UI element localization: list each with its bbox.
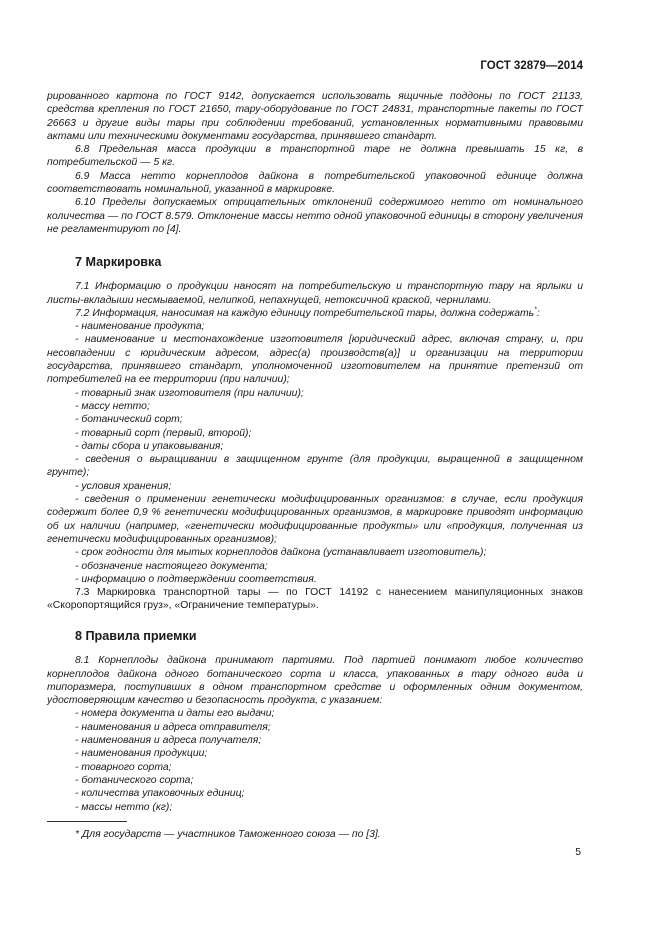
- acceptance-item: - массы нетто (кг);: [75, 801, 173, 813]
- acceptance-item: - наименования и адреса отправителя;: [75, 721, 271, 733]
- footnote-mark: *: [534, 306, 537, 314]
- standard-designation: ГОСТ 32879—2014: [480, 60, 583, 72]
- marking-item: - сведения о применении генетически модифицированных организмов: в случае, если продукция содержит более 0,9 % генетически модифицированных организмов, в маркировке приводят информацию об их наличии (например, «генетически модифицированные продукты» или «продукция, полученная из генетически модифицированных организмов);: [47, 494, 583, 545]
- paragraph-7-3: 7.3 Маркировка транспортной тары — по ГОСТ 14192 с нанесением манипуляционных знаков «Скоропортящийся груз», «Ограничение температуры».: [47, 587, 583, 612]
- section-7-heading: 7 Маркировка: [75, 255, 162, 269]
- acceptance-item: - номера документа и даты его выдачи;: [75, 708, 275, 720]
- paragraph-7-1: 7.1 Информацию о продукции наносят на потребительскую и транспортную тару на ярлыки и листы-вкладыши несмываемой, нелипкой, непахнущей, нетоксичной краской, чернилами.: [47, 281, 583, 306]
- acceptance-item: - количества упаковочных единиц;: [75, 788, 245, 800]
- marking-item: - обозначение настоящего документа;: [75, 560, 268, 572]
- marking-item: - товарный знак изготовителя (при наличии);: [75, 387, 304, 399]
- acceptance-item: - ботанического сорта;: [75, 774, 194, 786]
- paragraph-7-2-colon: :: [536, 307, 540, 319]
- marking-item: - наименование и местонахождение изготовителя [юридический адрес, включая страну, и, при несовпадении с юридическим адресом, адрес(а) производств(а)] и организации на территории государства, принявшего стандарт, уполномоченной изготовителем на принятие претензий от потребителей на ее территории (при наличии);: [47, 334, 583, 386]
- marking-item: - срок годности для мытых корнеплодов дайкона (устанавливает изготовитель);: [75, 547, 487, 559]
- acceptance-item: - наименования и адреса получателя;: [75, 735, 262, 747]
- marking-item: - сведения о выращивании в защищенном грунте (для продукции, выращенной в защищенном грунте);: [47, 454, 583, 479]
- marking-item: - наименование продукта;: [75, 321, 205, 333]
- section-8: [47, 630, 583, 814]
- marking-item: - условия хранения;: [75, 480, 172, 492]
- section-7: [47, 256, 583, 613]
- footnote-divider: [47, 821, 127, 822]
- paragraph-6-8: 6.8 Предельная масса продукции в транспортной таре не должна превышать 15 кг, в потребительской — 5 кг.: [47, 144, 583, 169]
- paragraph-6-7-continuation: рированного картона по ГОСТ 9142, допускается использовать ящичные поддоны по ГОСТ 21133, средства крепления по ГОСТ 21650, тару-оборудование по ГОСТ 24831, транспортные пакеты по ГОСТ 26663 и другие виды тары при соблюдении требований, установленных нормативными правовыми актами или техническими документами государства, принявшего стандарт.: [47, 91, 583, 142]
- paragraph-7-2-text: 7.2 Информация, наносимая на каждую единицу потребительской тары, должна содержать: [75, 307, 535, 319]
- marking-item: - массу нетто;: [75, 400, 150, 412]
- acceptance-item: - наименования продукции;: [75, 748, 208, 760]
- paragraph-7-2: [47, 307, 583, 320]
- paragraph-6-10: 6.10 Пределы допускаемых отрицательных отклонений содержимого нетто от номинального количества — по ГОСТ 8.579. Отклонение массы нетто одной упаковочной единицы в сторону увеличения не регламентируют по [4].: [47, 197, 583, 235]
- marking-item: - ботанический сорт;: [75, 414, 183, 426]
- marking-item: - товарный сорт (первый, второй);: [75, 427, 252, 439]
- footnote: * Для государств — участников Таможенного союза — по [3].: [75, 829, 381, 840]
- paragraph-6-9: 6.9 Масса нетто корнеплодов дайкона в потребительской упаковочной единице должна соответствовать номинальной, указанной в маркировке.: [47, 170, 583, 196]
- paragraph-8-1: 8.1 Корнеплоды дайкона принимают партиями. Под партией понимают любое количество корнеплодов дайкона одного ботанического сорта и класса, упакованных в тару одного вида и типоразмера, поступивших в одном транспортном средстве и оформленных одним документом, удостоверяющим качество и безопасность продукта, с указанием:: [47, 655, 583, 707]
- acceptance-item: - товарного сорта;: [75, 761, 172, 773]
- marking-item: - даты сбора и упаковывания;: [75, 440, 224, 452]
- section-8-heading: 8 Правила приемки: [75, 629, 197, 643]
- marking-item: - информацию о подтверждении соответствия.: [75, 573, 317, 585]
- section-6-continuation: [47, 90, 583, 236]
- page-number: 5: [575, 847, 581, 858]
